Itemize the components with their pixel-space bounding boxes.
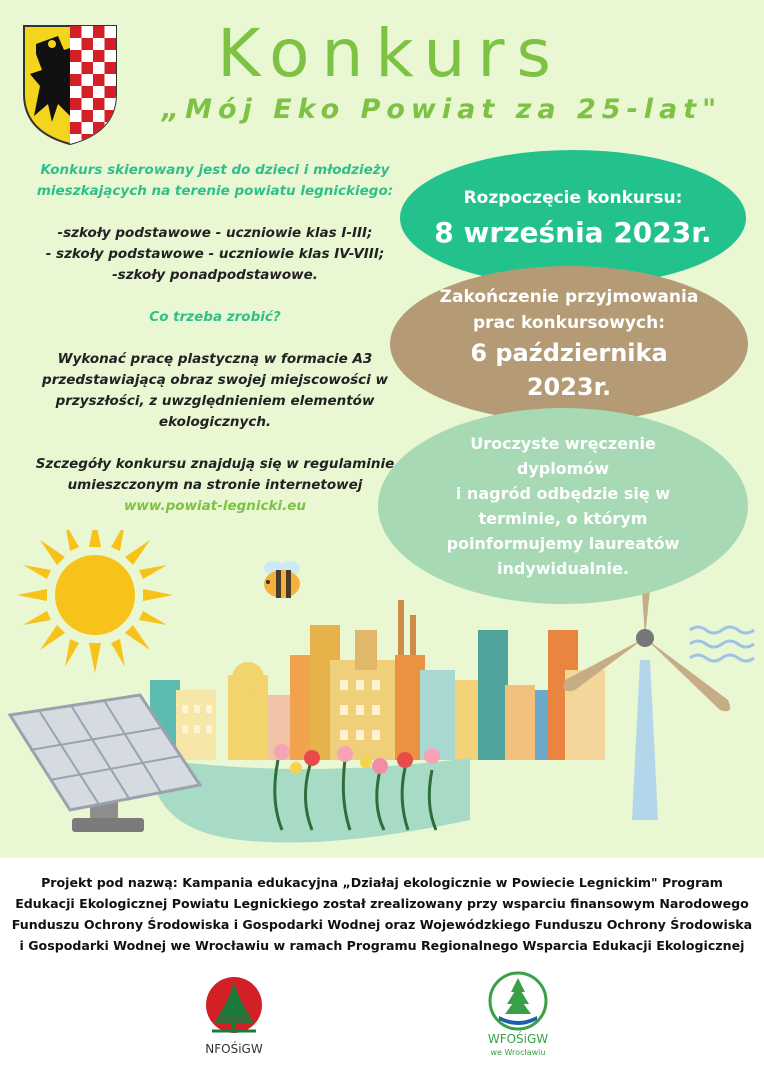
end-date-2: 2023r. [526,373,612,401]
poster-title: Konkurs [217,15,563,92]
start-date: 8 września 2023r. [434,215,712,249]
audience-line-1: Konkurs skierowany jest do dzieci i młodzieży [40,162,390,178]
sun-icon [17,530,173,673]
details-line-2: umieszczonym na stronie internetowej [67,477,363,493]
question-heading: Co trzeba zrobić? [149,309,281,325]
end-date-oval [390,266,748,422]
wind-waves-icon [690,627,754,661]
start-label: Rozpoczęcie konkursu: [463,187,683,208]
intro-text [30,160,400,517]
task-line-2: przedstawiającą obraz swojej miejscowości w [42,372,388,388]
ceremony-oval [378,408,748,604]
nfosigw-logo-icon [202,975,266,1041]
ceremony-line-3: i nagród odbędzie się w [455,484,671,503]
nfosigw-caption: NFOŚiGW [205,1042,263,1056]
city-skyline-icon [150,600,605,760]
group-line-2: - szkoły podstawowe - uczniowie klas IV-VIII; [45,246,385,262]
task-line-3: przyszłości, z uwzględnieniem elementów ekologicznych. [55,393,375,430]
ceremony-line-1: Uroczyste wręczenie [470,434,656,453]
group-line-1: -szkoły podstawowe - uczniowie klas I-III; [57,225,373,241]
audience-line-2: mieszkających na terenie powiatu legnickiego: [36,183,394,199]
funding-note: Projekt pod nazwą: Kampania edukacyjna „Działaj ekologicznie w Powiecie Legnickim" Program Edukacji Ekologicznej Powiatu Legnickiego został zrealizowany przy wsparciu finansowym Narodowego Funduszu Ochrony Środowiska i Gospodarki Wodnej oraz Wojewódzkiego Funduszu Ochrony Środowiska i Gospodarki Wodnej we Wrocławiu w ramach Programu Regionalnego Wsparcia Edukacji Ekologicznej [11,875,753,953]
task-line-1: Wykonać pracę plastyczną w formacie A3 [57,351,373,367]
ceremony-line-5: poinformujemy laureatów [446,534,680,553]
end-date-1: 6 października [470,339,668,367]
wfosigw-subcaption: we Wrocławiu [490,1048,546,1057]
end-label-1: Zakończenie przyjmowania [439,287,699,307]
ceremony-line-6: indywidualnie. [497,559,629,578]
coat-of-arms-icon [22,24,118,146]
website-link[interactable]: www.powiat-legnicki.eu [123,498,307,514]
wfosigw-caption: WFOŚiGW [487,1032,549,1046]
ceremony-line-2: dyplomów [516,459,610,478]
details-line-1: Szczegóły konkursu znajdują się w regulaminie [35,456,395,472]
poster-subtitle: „Mój Eko Powiat za 25-lat" [161,94,723,125]
end-label-2: prac konkursowych: [472,313,665,333]
group-line-3: -szkoły ponadpodstawowe. [112,267,318,283]
wfosigw-logo-icon [487,970,549,1032]
ceremony-line-4: terminie, o którym [478,509,648,528]
bee-icon [264,561,300,598]
